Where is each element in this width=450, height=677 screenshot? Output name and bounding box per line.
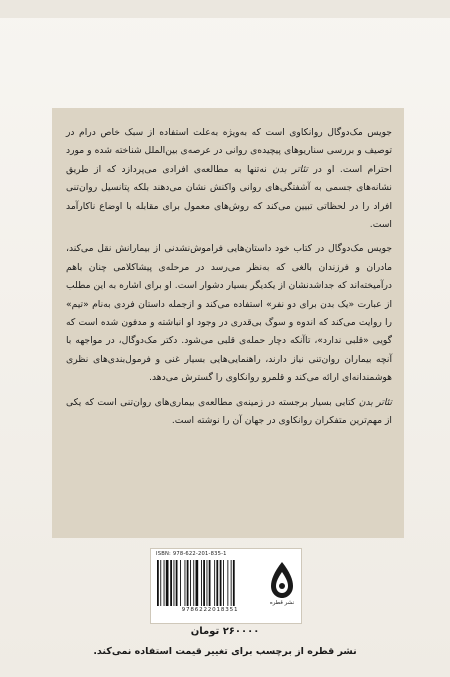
barcode-bar	[187, 560, 189, 606]
barcode-bar	[209, 560, 211, 606]
barcode-bar	[227, 560, 228, 606]
barcode-bar	[160, 560, 161, 606]
blurb-text	[66, 124, 392, 431]
price-label: ۲۶۰۰۰۰ تومان	[190, 626, 260, 637]
barcode-bar	[201, 560, 202, 606]
barcode-bar	[170, 560, 172, 606]
barcode-digits: 9786222018351	[181, 607, 239, 613]
barcode-bar	[166, 560, 169, 606]
barcode-bar	[164, 560, 165, 606]
barcode-bar	[203, 560, 205, 606]
blurb-paragraph-3: تئاتر بدن کتابی بسیار برجسته در زمینه‌ی مطالعه‌ی بیماری‌های روان‌تنی است که یکی از مهم‌ترین متفکران روانکاوی در جهان آن را نوشته است.	[66, 396, 392, 427]
book-title-inline: تئاتر بدن	[358, 396, 392, 408]
blurb-paragraph-2: جویس مک‌دوگال در کتاب خود داستان‌هایی فراموش‌نشدنی از بیمارانش نقل می‌کند، مادران و فرزندان بالغی که به‌نظر می‌رسد در مرحله‌ی پیشاکلامی چنان باهم درآمیخته‌اند که جداشدنشان از یکدیگر بسیار دشوار است. او برای اشاره به این مطلب از عبارت «یک بدن برای دو نفر» استفاده می‌کند و ازجمله داستان فردی به‌نام «تیم» را روایت می‌کند که اندوه و سوگ بی‌قدری در وجود او انباشته و مدفون شده است که گویی «قلبی ندارد»، تاآنکه دچار حمله‌ی قلبی می‌شود. دکتر مک‌دوگال، در مواجهه با آنچه بیماران روان‌تنی نیاز دارند، راهنمایی‌هایی بسیار غنی و فرمول‌بندی‌های نظری هوشمندانه‌ای ارائه می‌کند و قلمرو روانکاوی را گسترش می‌دهد.	[66, 243, 392, 384]
barcode-bar	[190, 560, 191, 606]
isbn-number: ISBN: 978-622-201-835-1	[156, 551, 227, 557]
barcode-bar	[233, 560, 235, 606]
barcode-bar	[196, 560, 199, 606]
publisher-name: نشر قطره	[269, 600, 295, 606]
barcode-bar	[174, 560, 175, 606]
book-title-inline: تئاتر بدن	[272, 163, 308, 175]
barcode-bar	[223, 560, 224, 606]
blurb-paragraph-1: جویس مک‌دوگال روانکاوی است که به‌ویژه به‌علت استفاده از سبک خاص درام در توصیف و بررسی سناریوهای پیچیده‌ی روانی در عرصه‌ی بین‌الملل شناخته شده و مورد احترام است. او در تئاتر بدن نه‌تنها به مطالعه‌ی افرادی می‌پردازد که از طریق نشانه‌های جسمی به آشفتگی‌های روانی واکنش نشان می‌دهند بلکه پتانسیل روان‌تنی افراد را در لحظاتی تبیین می‌کند که روش‌های معمول برای مقابله با اوضاع ناکارآمد است.	[66, 127, 392, 231]
barcode-icon	[156, 560, 264, 606]
barcode-bar	[231, 560, 232, 606]
barcode-bar	[207, 560, 208, 606]
publisher-logo-icon	[268, 560, 296, 600]
barcode-bar	[185, 560, 186, 606]
price-notice: نشر قطره از برچسب برای تغییر قیمت استفاده نمی‌کند.	[93, 646, 357, 657]
top-band	[0, 0, 450, 18]
barcode-bar	[176, 560, 178, 606]
barcode-bar	[193, 560, 194, 606]
barcode-bar	[180, 560, 181, 606]
barcode-bar	[157, 560, 159, 606]
barcode-bar	[214, 560, 215, 606]
barcode-bar	[220, 560, 222, 606]
barcode-bar	[216, 560, 218, 606]
